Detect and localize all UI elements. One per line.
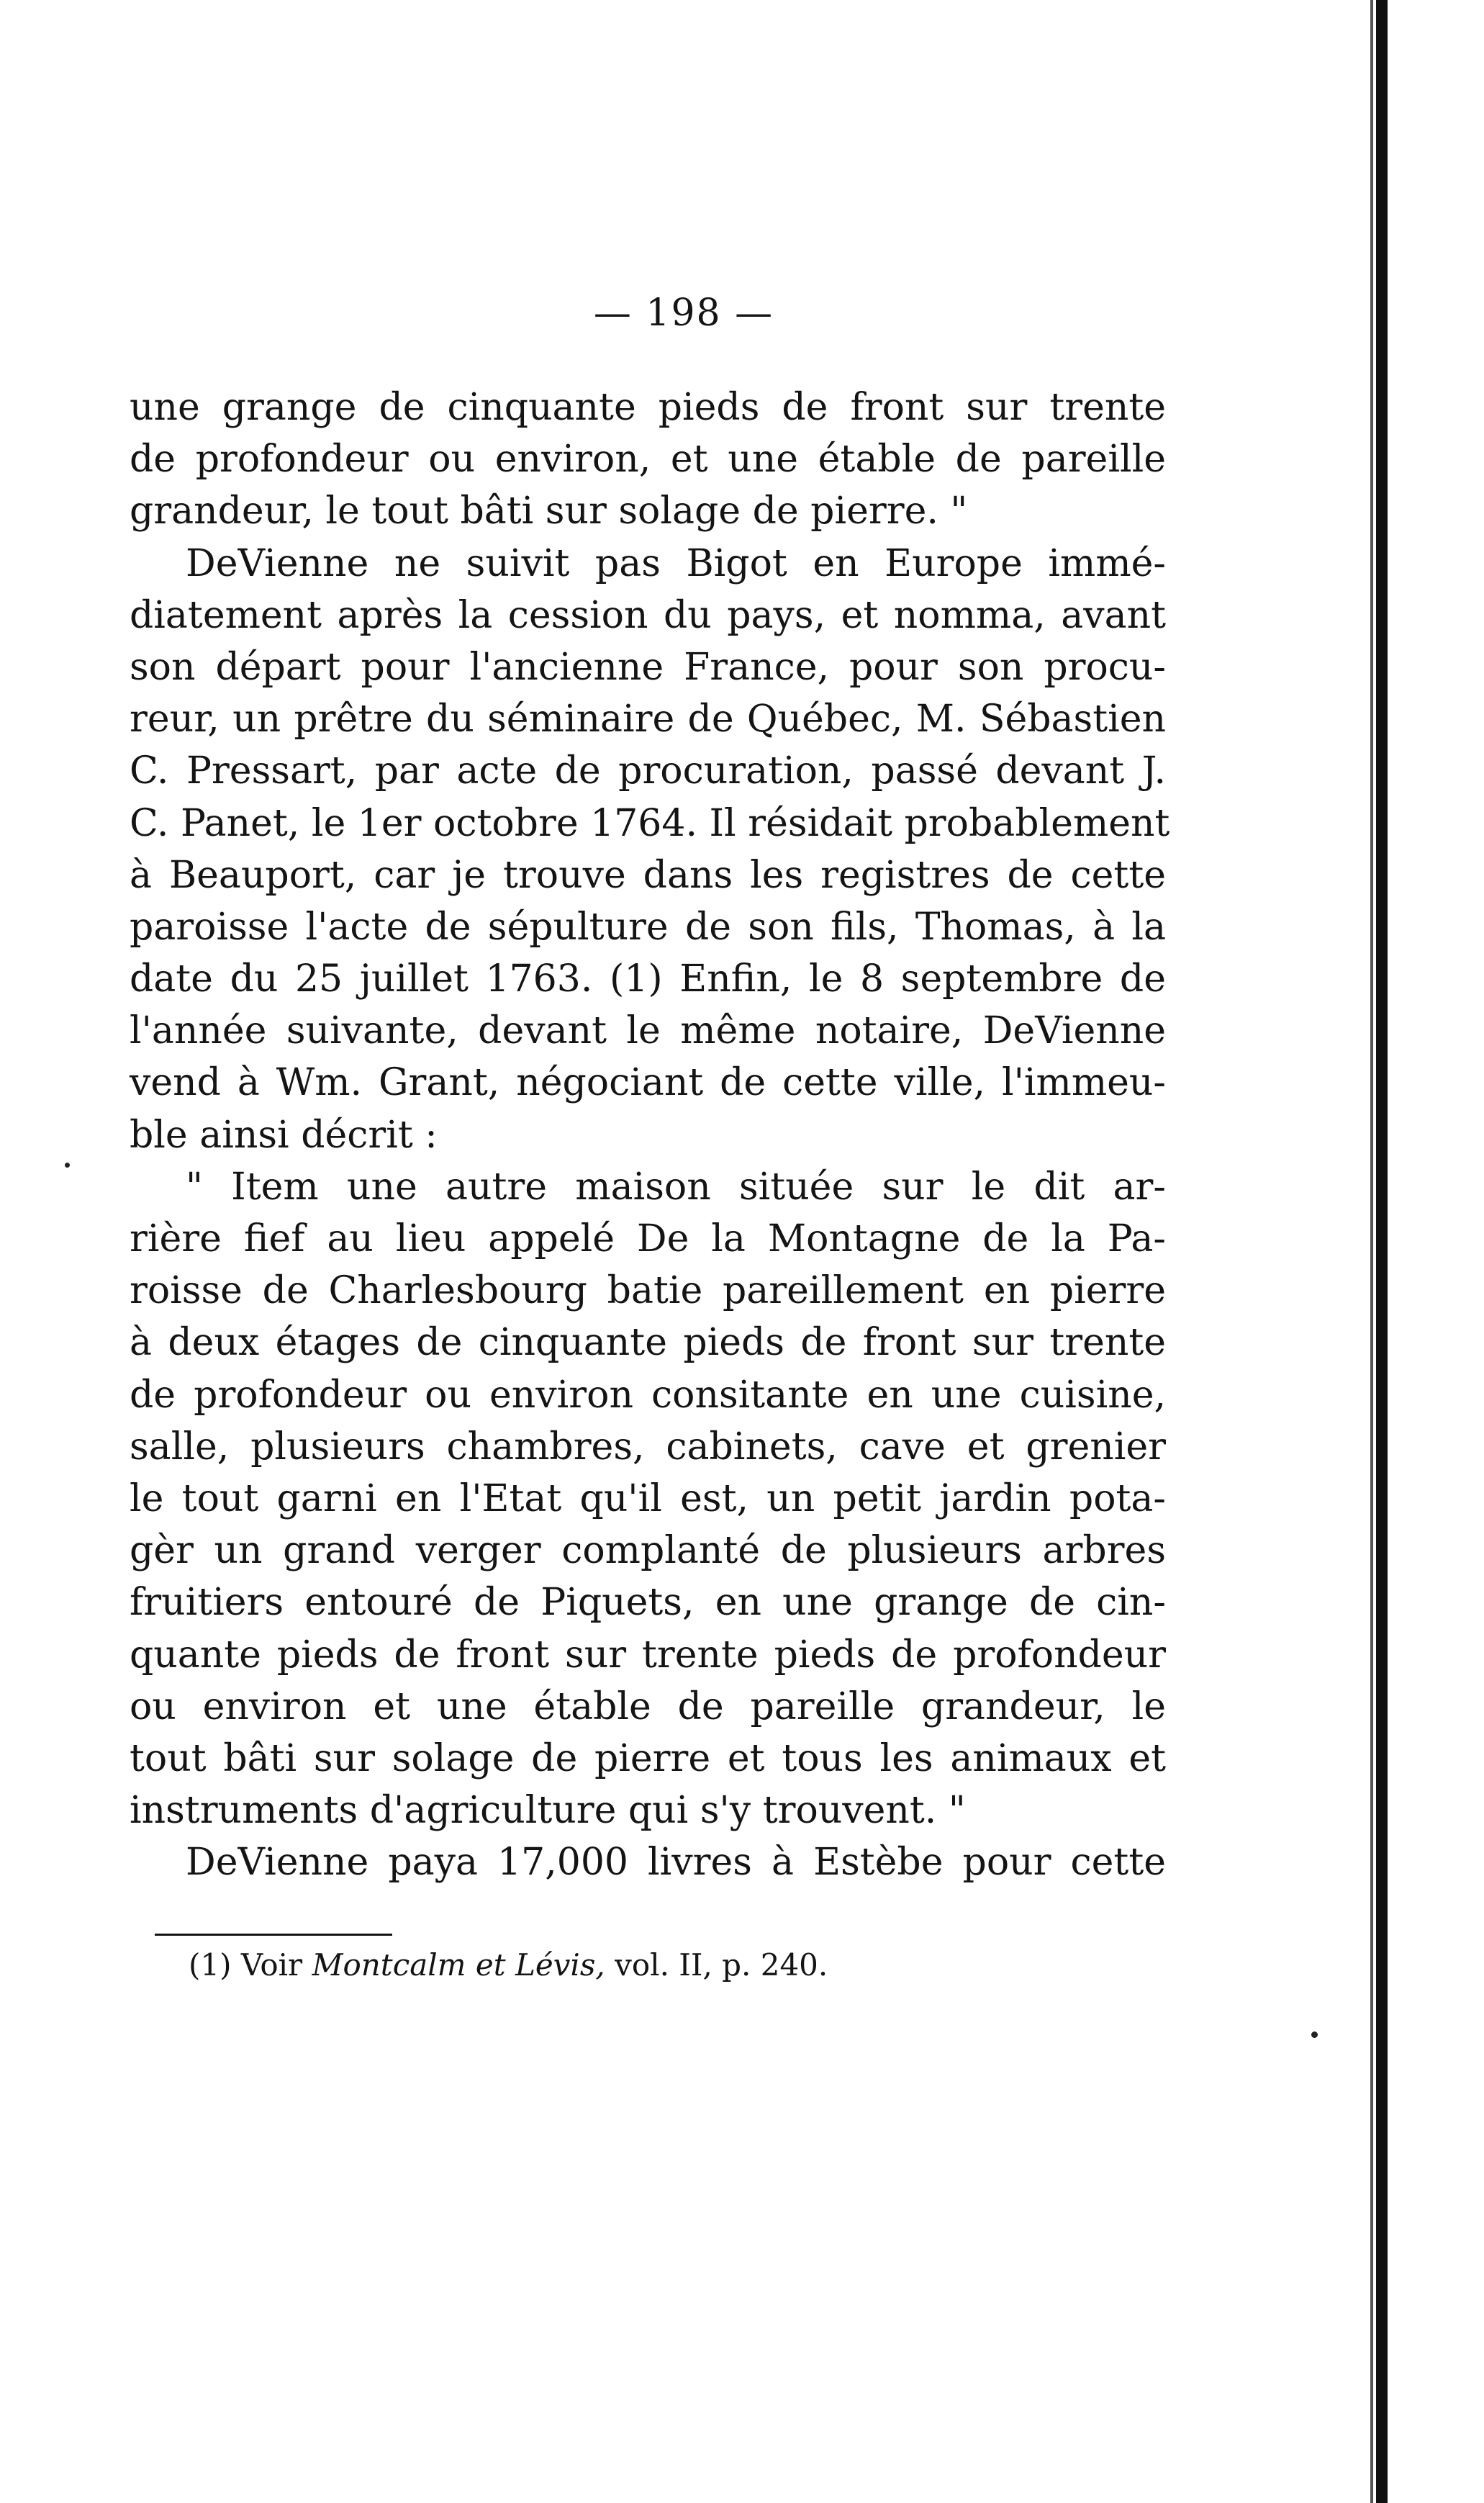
text-line: ou environ et une étable de pareille grandeur, le: [130, 1685, 1166, 1728]
text-line: grandeur, le tout bâti sur solage de pierre. ": [130, 490, 968, 533]
footnote: [189, 1944, 828, 1987]
text-line: de profondeur ou environ, et une étable de pareille: [130, 438, 1166, 482]
text-line: de profondeur ou environ consitante en une cuisine,: [130, 1373, 1166, 1417]
text-line: " Item une autre maison située sur le dit ar-: [186, 1165, 1166, 1209]
paper-speck: [65, 1163, 70, 1168]
body-text: [130, 382, 1170, 1888]
text-line: instruments d'agriculture qui s'y trouvent. ": [130, 1789, 966, 1833]
text-line: C. Panet, le 1er octobre 1764. Il résidait probablement: [130, 801, 1170, 845]
page-number: — 198 —: [593, 292, 774, 335]
text-line: rière fief au lieu appelé De la Montagne de la Pa-: [130, 1217, 1166, 1260]
text-line: une grange de cinquante pieds de front sur trente: [130, 386, 1166, 429]
text-line: roisse de Charlesbourg batie pareillement en pierre: [130, 1269, 1166, 1313]
text-line: ble ainsi décrit :: [130, 1113, 438, 1157]
text-line: date du 25 juillet 1763. (1) Enfin, le 8 septembre de: [130, 957, 1166, 1001]
footnote-reference: vol. II, p. 240.: [605, 1947, 828, 1983]
text-line: le tout garni en l'Etat qu'il est, un petit jardin pota-: [130, 1476, 1166, 1520]
text-line: diatement après la cession du pays, et nomma, avant: [130, 593, 1166, 637]
page-edge-shadow: [1370, 0, 1373, 2503]
text-line: reur, un prêtre du séminaire de Québec, M. Sébastien: [130, 698, 1166, 741]
text-line: fruitiers entouré de Piquets, en une grange de cin-: [130, 1581, 1166, 1625]
text-line: à Beauport, car je trouve dans les registres de cette: [130, 853, 1166, 897]
text-line: paroisse l'acte de sépulture de son fils, Thomas, à la: [130, 905, 1166, 949]
footnote-separator: [155, 1934, 392, 1936]
text-line: vend à Wm. Grant, négociant de cette ville, l'immeu-: [130, 1061, 1166, 1105]
footnote-marker: (1) Voir: [189, 1947, 312, 1983]
text-line: tout bâti sur solage de pierre et tous les animaux et: [130, 1736, 1166, 1780]
paper-speck: [1311, 2031, 1318, 2038]
text-line: à deux étages de cinquante pieds de front sur trente: [130, 1321, 1166, 1365]
text-line: gèr un grand verger complanté de plusieurs arbres: [130, 1529, 1166, 1573]
page-edge-bar: [1376, 0, 1388, 2503]
footnote-title: Montcalm et Lévis,: [312, 1947, 605, 1983]
text-line: salle, plusieurs chambres, cabinets, cave et grenier: [130, 1425, 1166, 1469]
text-line: quante pieds de front sur trente pieds de profondeur: [130, 1633, 1166, 1677]
text-line: DeVienne ne suivit pas Bigot en Europe immé-: [186, 541, 1166, 585]
text-line: DeVienne paya 17,000 livres à Estèbe pour cette: [186, 1841, 1166, 1885]
text-line: l'année suivante, devant le même notaire, DeVienne: [130, 1009, 1166, 1053]
text-line: C. Pressart, par acte de procuration, passé devant J.: [130, 749, 1166, 793]
text-line: son départ pour l'ancienne France, pour son procu-: [130, 645, 1166, 689]
